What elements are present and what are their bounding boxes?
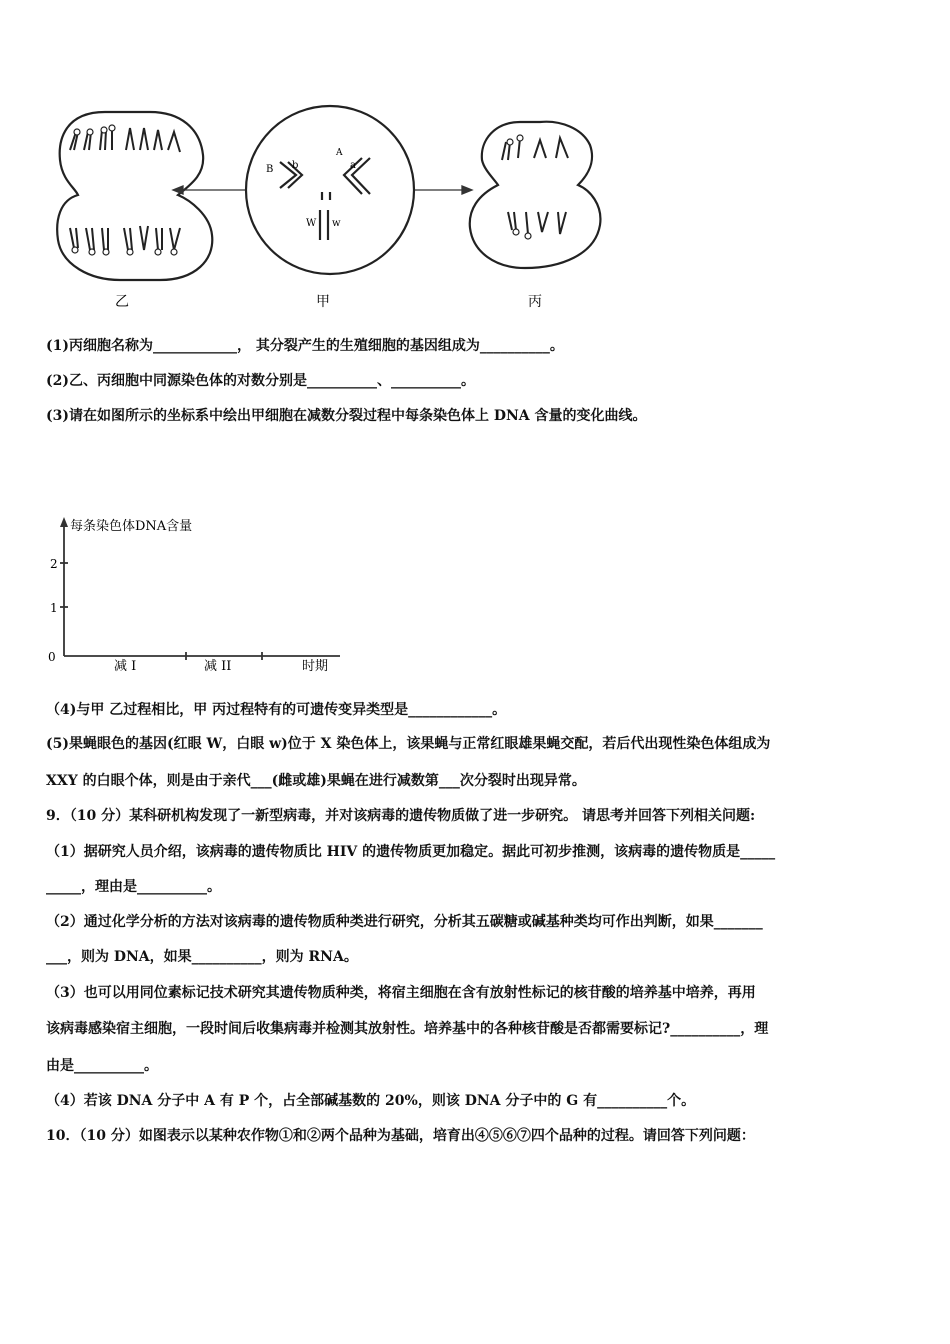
graph-xlabel: 时期: [302, 659, 329, 674]
cell-label-jia: 甲: [316, 294, 330, 310]
cell-yi-outline: [57, 112, 212, 280]
cell-jia-outline: [246, 106, 414, 274]
q8-part5-line2: XXY 的白眼个体，则是由于亲代___(雌或雄)果蝇在进行减数第___次分裂时出现异常。: [46, 773, 586, 789]
graph-ytick-2: 2: [50, 557, 58, 571]
gene-label-W: W: [306, 218, 317, 229]
graph-ytick-0: 0: [48, 650, 56, 664]
gene-label-A: A: [336, 148, 343, 158]
q8-part2: (2)乙、丙细胞中同源染色体的对数分别是__________、__________。: [46, 373, 475, 389]
q8-part5-line1: (5)果蝇眼色的基因(红眼 W，白眼 w)位于 X 染色体上，该果蝇与正常红眼雄果蝇交配，若后代出现性染色体组成为: [46, 736, 771, 752]
q9-part2-line1: （2）通过化学分析的方法对该病毒的遗传物质种类进行研究，分析其五碳糖或碱基种类均可作出判断，如果_______: [46, 914, 763, 930]
graph-xtick-1: 减 I: [114, 659, 137, 674]
cell-bing-outline: [470, 122, 601, 268]
cell-label-yi: 乙: [115, 294, 129, 310]
gene-label-a: a: [350, 160, 356, 171]
q9-header: 9．（10 分）某科研机构发现了一新型病毒，并对该病毒的遗传物质做了进一步研究。 请思考并回答下列相关问题:: [46, 808, 756, 824]
q9-part3-line2: 该病毒感染宿主细胞，一段时间后收集病毒并检测其放射性。培养基中的各种核苷酸是否都需要标记?__________，理: [46, 1021, 769, 1037]
q9-part3-line3: 由是__________。: [46, 1058, 158, 1074]
q8-part4: （4)与甲 乙过程相比，甲 丙过程特有的可遗传变异类型是____________。: [46, 702, 507, 718]
q8-part3: (3)请在如图所示的坐标系中绘出甲细胞在减数分裂过程中每条染色体上 DNA 含量的变化曲线。: [46, 408, 647, 424]
q8-part1: (1)丙细胞名称为____________， 其分裂产生的生殖细胞的基因组成为__________。: [46, 338, 564, 354]
q9-part3-line1: （3）也可以用同位素标记技术研究其遗传物质种类，将宿主细胞在含有放射性标记的核苷酸的培养基中培养，再用: [46, 985, 756, 1001]
graph-ylabel: 每条染色体DNA含量: [70, 519, 193, 534]
q9-part1-line1: （1）据研究人员介绍，该病毒的遗传物质比 HIV 的遗传物质更加稳定。据此可初步推测，该病毒的遗传物质是_____: [46, 844, 776, 860]
graph-xtick-2: 减 II: [204, 659, 232, 674]
cell-division-figure: [40, 100, 620, 320]
q9-part1-line2: _____，理由是__________。: [46, 879, 221, 895]
gene-label-b: b: [292, 160, 299, 171]
gene-label-w: w: [332, 218, 341, 229]
gene-label-B: B: [266, 164, 274, 175]
q9-part4: （4）若该 DNA 分子中 A 有 P 个，占全部碱基数的 20%，则该 DNA 分子中的 G 有__________个。: [46, 1093, 696, 1109]
chromosomes-yi: [70, 128, 180, 250]
chromosomes-bing: [502, 138, 568, 234]
dna-content-graph: [40, 515, 360, 675]
graph-ytick-1: 1: [50, 601, 58, 615]
cell-label-bing: 丙: [528, 294, 542, 310]
q10-header: 10．（10 分）如图表示以某种农作物①和②两个品种为基础，培育出④⑤⑥⑦四个品种的过程。请回答下列问题：: [46, 1128, 755, 1144]
q9-part2-line2: ___，则为 DNA，如果__________，则为 RNA。: [46, 949, 358, 965]
